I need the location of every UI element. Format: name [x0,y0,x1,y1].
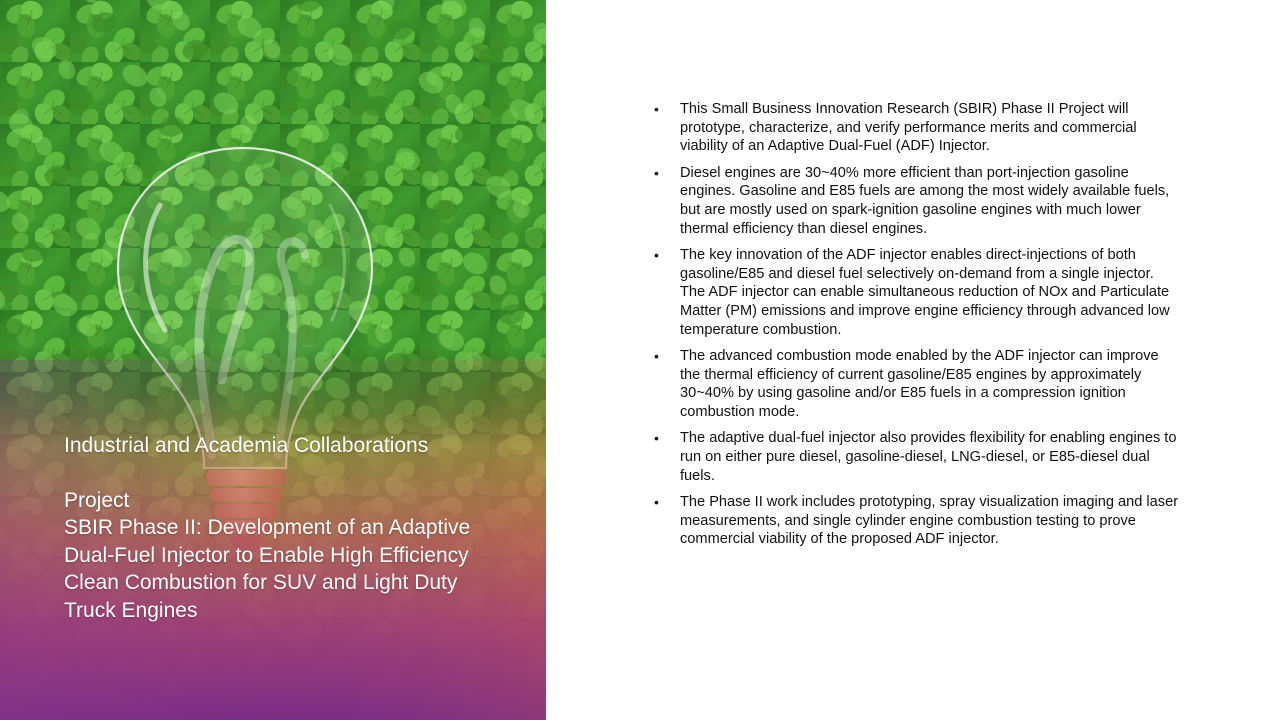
bullet-dot-icon: • [654,347,659,364]
bullet-text: The advanced combustion mode enabled by the ADF injector can improve the thermal efficiency of current gasoline/E85 engines by approximately 30~40% by using gasoline and/or E85 fuels in a compression ignition combustion mode. [680,347,1159,421]
bullet-dot-icon: • [654,246,659,263]
project-label: Project [64,488,130,512]
list-item [654,100,1179,156]
bullet-text: The Phase II work includes prototyping, spray visualization imaging and laser measurements, and single cylinder engine combustion testing to prove commercial viability of the proposed ADF injector. [680,493,1179,548]
bullet-dot-icon: • [654,164,659,181]
list-item [654,246,1179,340]
bullet-text: The key innovation of the ADF injector enables direct-injections of both gasoline/E85 and diesel fuel selectively on-demand from a single injector. The ADF injector can enable simultaneous reduction of NOx and Particulate Matter (PM) emissions and improve engine efficiency through advanced low temperature combustion. [680,246,1170,338]
bullet-text-panel [654,100,1179,556]
caption-spacer [64,460,504,487]
list-item [654,429,1179,485]
caption-heading: Industrial and Academia Collaborations [64,434,429,457]
bullet-text: The adaptive dual-fuel injector also provides flexibility for enabling engines to run on either pure diesel, gasoline-diesel, LNG-diesel, or E85-diesel dual fuels. [680,430,1177,484]
bullet-list [654,100,1179,549]
bullet-dot-icon: • [654,430,659,447]
project-title: SBIR Phase II: Development of an Adaptive Dual-Fuel Injector to Enable High Efficiency Clean Combustion for SUV and Light Duty Truck Engines [64,516,471,622]
bullet-text: Diesel engines are 30~40% more efficient than port-injection gasoline engines. Gasoline and E85 fuels are among the most widely available fuels, but are mostly used on spark-ignition gasoline engines with much lower thermal efficiency than diesel engines. [680,164,1170,237]
list-item [654,493,1179,549]
bullet-text: This Small Business Innovation Research (SBIR) Phase II Project will prototype, characterize, and verify performance merits and commercial viability of an Adaptive Dual-Fuel (ADF) Injector. [680,101,1137,155]
photo-panel [0,0,546,720]
list-item [654,164,1179,239]
list-item [654,347,1179,422]
slide-caption [64,432,504,624]
bullet-dot-icon: • [654,493,659,510]
bullet-dot-icon: • [654,101,659,117]
